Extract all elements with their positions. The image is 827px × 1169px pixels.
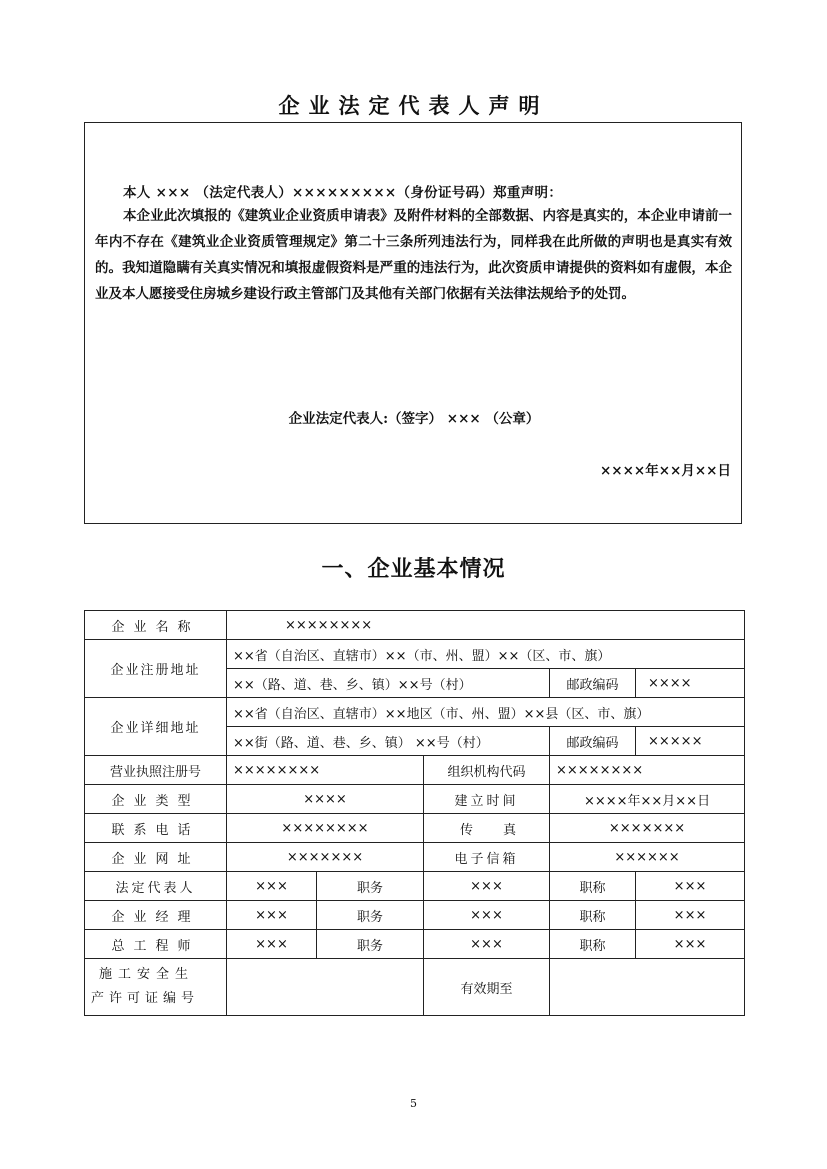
table-row [85,756,745,785]
safety-license-label-line1: 施工安全生 [99,967,195,982]
org-code-label: 组织机构代码 [424,756,550,785]
person-title-label: 职称 [550,930,636,959]
declaration-date: ××××年××月××日 [600,463,731,479]
company-name-value: ×××××××× [227,611,745,640]
license-value: ×××××××× [227,756,424,785]
email-label: 电子信箱 [424,843,550,872]
safety-license-value [227,959,424,1016]
company-name-label: 企业名称 [85,611,227,640]
detail-postcode-value: ××××× [636,727,745,756]
table-row [85,843,745,872]
person-title-label: 职称 [550,901,636,930]
website-value: ××××××× [227,843,424,872]
table-row [85,814,745,843]
declaration-title: 企业法定代表人声明 [278,93,549,118]
person-duty-label: 职务 [317,930,424,959]
org-code-value: ×××××××× [550,756,745,785]
declaration-paragraph: 本企业此次填报的《建筑业企业资质申请表》及附件材料的全部数据、内容是真实的，本企业申请前一年内不存在《建筑业企业资质管理规定》第二十三条所列违法行为，同样我在此所做的声明也是真实有效的。我知道隐瞒有关真实情况和填报虚假资料是严重的违法行为，此次资质申请提供的资料如有虚假，本企业及本人愿接受住房城乡建设行政主管部门及其他有关部门依据有关法律法规给予的处罚。 [95,208,732,302]
person-duty: ××× [424,901,550,930]
person-role: 总工程师 [85,930,227,959]
person-title-label: 职称 [550,872,636,901]
section-title: 一、企业基本情况 [321,557,506,582]
established-label: 建立时间 [424,785,550,814]
detail-address-label: 企业详细地址 [85,698,227,756]
table-row [85,959,745,1016]
phone-value: ×××××××× [227,814,424,843]
table-row [85,611,745,640]
table-row [85,930,745,959]
person-name: ××× [227,930,317,959]
declaration-box [84,122,742,524]
reg-address-line2: ××（路、道、巷、乡、镇）××号（村） [227,669,550,698]
declaration-signature: 企业法定代表人:（签字） ××× （公章） [288,411,540,427]
table-row [85,698,745,727]
detail-address-line2: ××街（路、道、巷、乡、镇） ××号（村） [227,727,550,756]
person-name: ××× [227,872,317,901]
page-number: 5 [410,1097,417,1110]
valid-until-label: 有效期至 [424,959,550,1016]
fax-value: ××××××× [550,814,745,843]
table-row [85,872,745,901]
reg-address-line1: ××省（自治区、直辖市）××（市、州、盟）××（区、市、旗） [227,640,745,669]
person-name: ××× [227,901,317,930]
valid-until-value [550,959,745,1016]
detail-postcode-label: 邮政编码 [550,727,636,756]
email-value: ×××××× [550,843,745,872]
type-label: 企业类型 [85,785,227,814]
license-label: 营业执照注册号 [85,756,227,785]
reg-postcode-label: 邮政编码 [550,669,636,698]
fax-label: 传真 [424,814,550,843]
person-duty-label: 职务 [317,901,424,930]
established-value: ××××年××月××日 [550,785,745,814]
table-row [85,785,745,814]
type-value: ×××× [227,785,424,814]
table-row [85,901,745,930]
person-duty: ××× [424,872,550,901]
person-duty-label: 职务 [317,872,424,901]
person-title: ××× [636,872,745,901]
declaration-opening-line: 本人 ××× （法定代表人）×××××××××（身份证号码）郑重声明： [123,185,563,201]
company-info-table [84,610,745,1016]
detail-address-line1: ××省（自治区、直辖市）××地区（市、州、盟）××县（区、市、旗） [227,698,745,727]
person-role: 企业经理 [85,901,227,930]
person-role: 法定代表人 [85,872,227,901]
safety-license-label-line2: 产许可证编号 [91,991,200,1006]
phone-label: 联系电话 [85,814,227,843]
reg-address-label: 企业注册地址 [85,640,227,698]
website-label: 企业网址 [85,843,227,872]
person-duty: ××× [424,930,550,959]
reg-postcode-value: ×××× [636,669,745,698]
table-row [85,640,745,669]
safety-license-label [85,959,227,1016]
person-title: ××× [636,930,745,959]
person-title: ××× [636,901,745,930]
